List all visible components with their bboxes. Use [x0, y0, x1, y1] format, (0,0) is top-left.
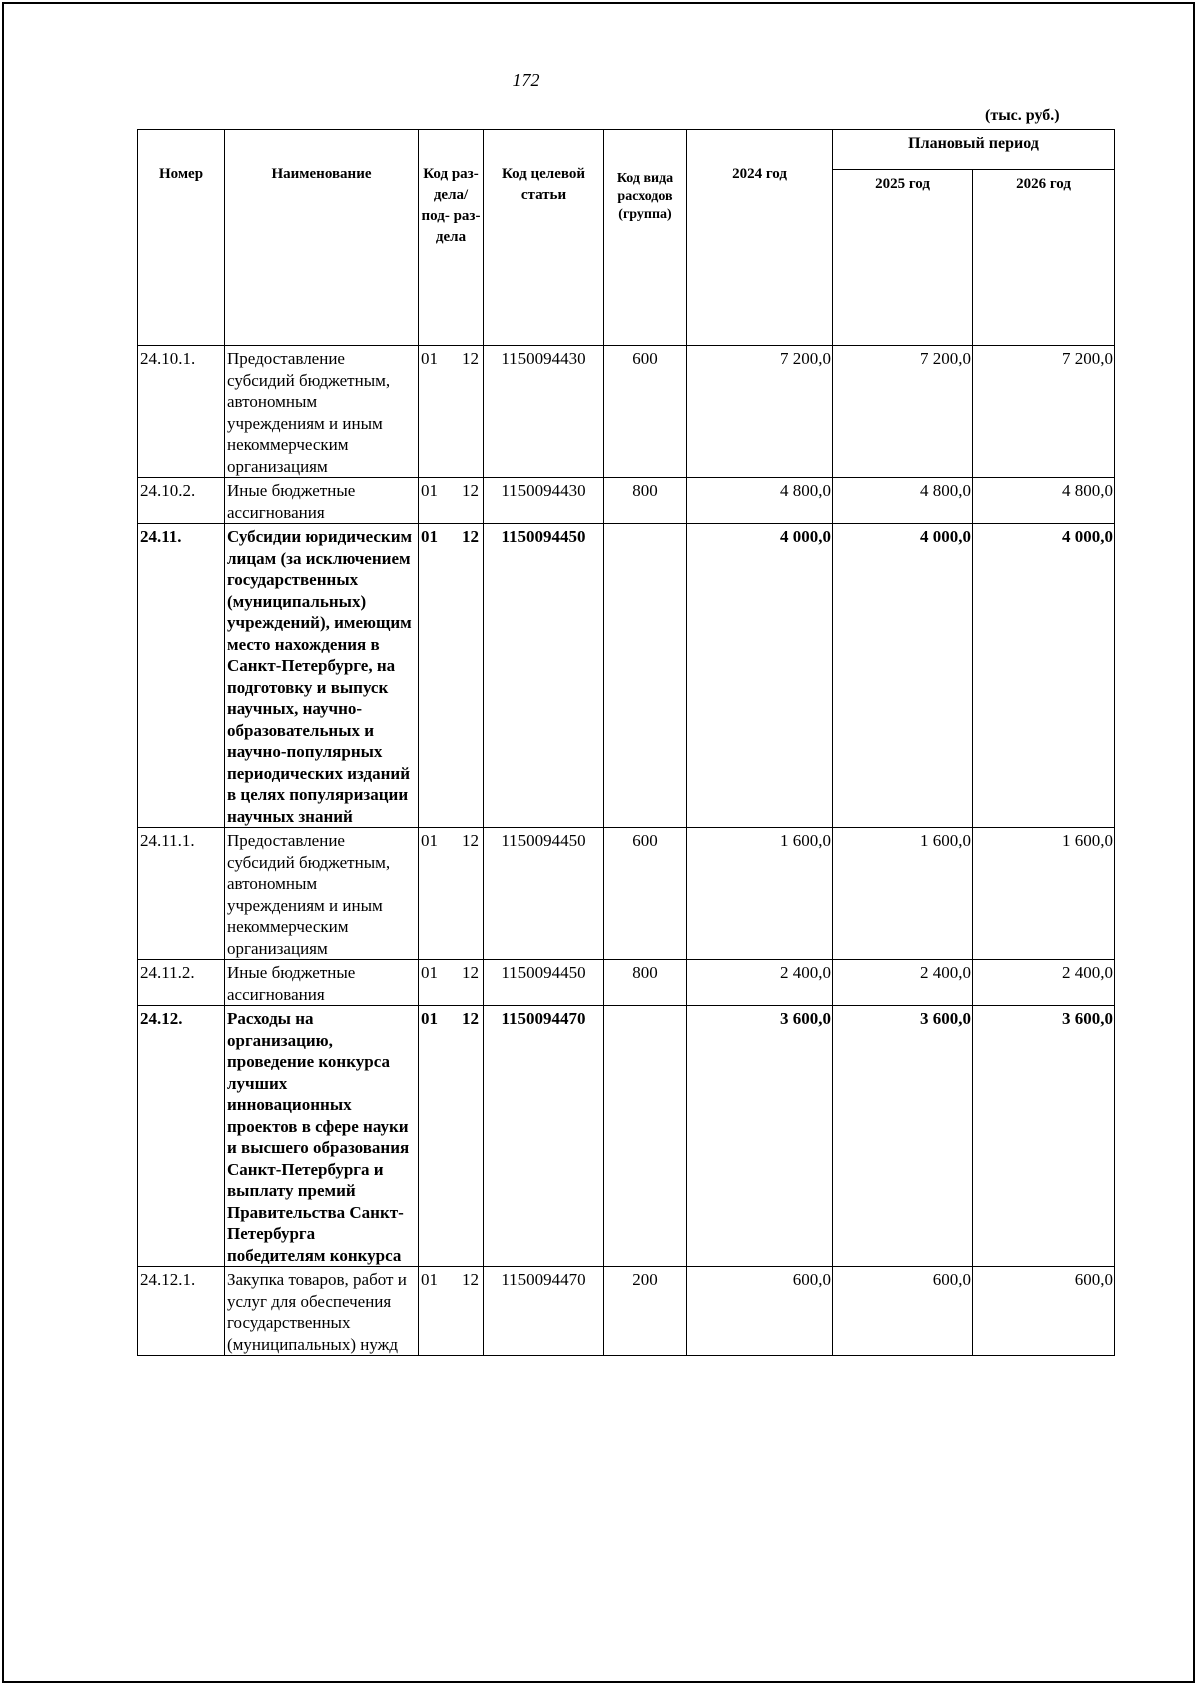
header-expense-code: Код вида расходов (группа) [604, 130, 687, 346]
row-section-code [419, 1267, 484, 1356]
row-section-code [419, 1006, 484, 1267]
row-expense-code: 800 [604, 960, 687, 1006]
header-year-2026: 2026 год [973, 170, 1115, 346]
row-section-code [419, 478, 484, 524]
header-number: Номер [138, 130, 225, 346]
row-value-2025: 4 000,0 [833, 524, 973, 828]
table-row [138, 1006, 1115, 1267]
row-target-code: 1150094470 [484, 1006, 604, 1267]
table-row [138, 346, 1115, 478]
section-code: 01 [421, 831, 438, 850]
row-name: Предоставление субсидий бюджетным, автономным учреждениям и иным некоммерческим организациям [225, 828, 419, 960]
row-name: Предоставление субсидий бюджетным, автономным учреждениям и иным некоммерческим организациям [225, 346, 419, 478]
row-value-2024: 1 600,0 [687, 828, 833, 960]
subsection-code: 12 [462, 527, 479, 546]
row-expense-code: 800 [604, 478, 687, 524]
row-value-2024: 7 200,0 [687, 346, 833, 478]
row-section-code [419, 960, 484, 1006]
subsection-code: 12 [462, 1009, 479, 1028]
header-target-code: Код целевой статьи [484, 130, 604, 346]
row-target-code: 1150094450 [484, 524, 604, 828]
row-value-2025: 1 600,0 [833, 828, 973, 960]
row-number: 24.11.2. [138, 960, 225, 1006]
section-code: 01 [421, 963, 438, 982]
table-row [138, 960, 1115, 1006]
row-number: 24.12. [138, 1006, 225, 1267]
row-section-code [419, 828, 484, 960]
row-value-2024: 4 000,0 [687, 524, 833, 828]
row-expense-code [604, 524, 687, 828]
section-code: 01 [421, 481, 438, 500]
header-row-1 [138, 130, 1115, 170]
table-row [138, 478, 1115, 524]
row-section-code [419, 524, 484, 828]
page-number: 172 [512, 70, 540, 90]
row-name: Иные бюджетные ассигнования [225, 478, 419, 524]
subsection-code: 12 [462, 481, 479, 500]
row-value-2026: 4 800,0 [973, 478, 1115, 524]
header-planned-period: Плановый период [833, 130, 1115, 170]
section-code: 01 [421, 349, 438, 368]
row-value-2025: 4 800,0 [833, 478, 973, 524]
row-name: Иные бюджетные ассигнования [225, 960, 419, 1006]
row-expense-code: 600 [604, 346, 687, 478]
section-code: 01 [421, 527, 438, 546]
header-name: Наименование [225, 130, 419, 346]
row-name: Субсидии юридическим лицам (за исключением государственных (муниципальных) учреждений), имеющим место нахождения в Санкт-Петербурге, на подготовку и выпуск научных, научно-образовательных и научно-популярных периодических изданий в целях популяризации научных знаний [225, 524, 419, 828]
subsection-code: 12 [462, 963, 479, 982]
row-value-2026: 7 200,0 [973, 346, 1115, 478]
row-value-2026: 4 000,0 [973, 524, 1115, 828]
row-target-code: 1150094450 [484, 960, 604, 1006]
row-target-code: 1150094450 [484, 828, 604, 960]
row-expense-code [604, 1006, 687, 1267]
row-value-2024: 4 800,0 [687, 478, 833, 524]
row-value-2025: 2 400,0 [833, 960, 973, 1006]
subsection-code: 12 [462, 1270, 479, 1289]
header-section-code: Код раз- дела/ под- раз- дела [419, 130, 484, 346]
subsection-code: 12 [462, 349, 479, 368]
row-number: 24.11.1. [138, 828, 225, 960]
units-label: (тыс. руб.) [985, 107, 1060, 124]
row-expense-code: 200 [604, 1267, 687, 1356]
row-section-code [419, 346, 484, 478]
header-year-2025: 2025 год [833, 170, 973, 346]
row-target-code: 1150094470 [484, 1267, 604, 1356]
row-value-2024: 3 600,0 [687, 1006, 833, 1267]
row-expense-code: 600 [604, 828, 687, 960]
row-target-code: 1150094430 [484, 346, 604, 478]
header-year-2024: 2024 год [687, 130, 833, 346]
row-number: 24.10.2. [138, 478, 225, 524]
section-code: 01 [421, 1009, 438, 1028]
row-value-2024: 600,0 [687, 1267, 833, 1356]
row-number: 24.10.1. [138, 346, 225, 478]
row-value-2026: 600,0 [973, 1267, 1115, 1356]
section-code: 01 [421, 1270, 438, 1289]
row-value-2026: 2 400,0 [973, 960, 1115, 1006]
budget-table [137, 129, 1115, 1356]
row-name: Расходы на организацию, проведение конкурса лучших инновационных проектов в сфере науки и высшего образования Санкт-Петербурга и выплату премий Правительства Санкт-Петербурга победителям конкурса [225, 1006, 419, 1267]
row-value-2024: 2 400,0 [687, 960, 833, 1006]
row-value-2025: 3 600,0 [833, 1006, 973, 1267]
table-row [138, 524, 1115, 828]
table-row [138, 1267, 1115, 1356]
subsection-code: 12 [462, 831, 479, 850]
row-name: Закупка товаров, работ и услуг для обеспечения государственных (муниципальных) нужд [225, 1267, 419, 1356]
table-row [138, 828, 1115, 960]
row-value-2026: 1 600,0 [973, 828, 1115, 960]
row-target-code: 1150094430 [484, 478, 604, 524]
row-value-2025: 600,0 [833, 1267, 973, 1356]
row-number: 24.11. [138, 524, 225, 828]
row-value-2026: 3 600,0 [973, 1006, 1115, 1267]
row-value-2025: 7 200,0 [833, 346, 973, 478]
row-number: 24.12.1. [138, 1267, 225, 1356]
